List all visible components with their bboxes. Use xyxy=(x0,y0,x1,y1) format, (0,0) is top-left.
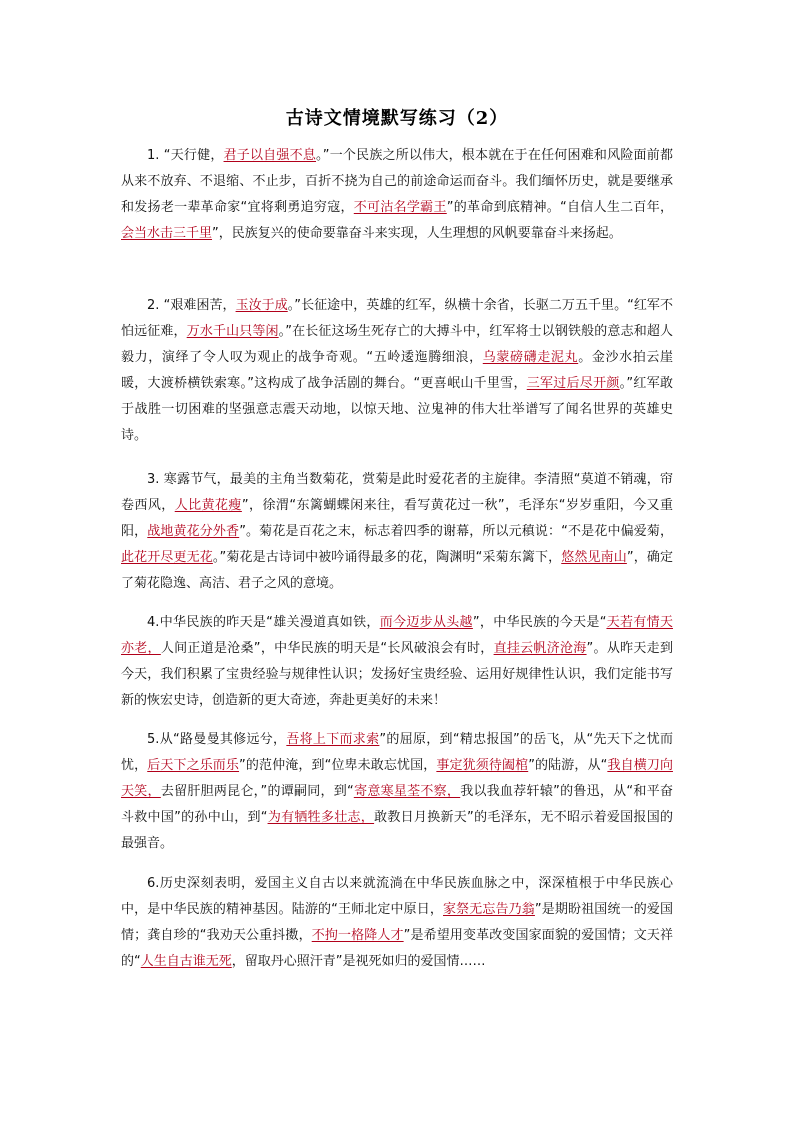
answer-blank: 三军过后尽开颜 xyxy=(526,376,620,391)
answer-blank: 君子以自强不息 xyxy=(223,148,317,163)
paragraph-4 xyxy=(121,610,673,714)
answer-blank: 悠然见南山 xyxy=(561,550,627,565)
text-segment: 我以我血荐轩辕”的鲁迅，从“和平奋斗救中国”的孙中山，到“ xyxy=(121,784,673,825)
answer-blank: 事定犹须待阖棺 xyxy=(436,758,529,773)
answer-blank: 寄意寒星荃不察， xyxy=(353,784,461,799)
answer-blank: 战地黄花分外香 xyxy=(147,524,240,539)
text-segment: ”的范仲淹，到“位卑未敢忘忧国， xyxy=(239,758,437,773)
text-segment: ”，民族复兴的使命要靠奋斗来实现，人生理想的风帆要靠奋斗来扬起。 xyxy=(212,226,622,241)
text-segment: ”。菊花是百花之末，标志着四季的谢幕，所以元稹说：“不是花中偏爱菊， xyxy=(239,524,673,539)
page-title: 古诗文情境默写练习（2） xyxy=(285,108,509,129)
text-segment: 5.从“路曼曼其修远兮， xyxy=(147,732,287,747)
paragraph-5 xyxy=(121,727,673,857)
answer-blank: 吾将上下而求索 xyxy=(286,732,380,747)
text-segment: 。”红军敢于战胜一切困难的坚强意志震天动地，以惊天地、泣鬼神的伟大壮举谱写了闻名世界的英雄史诗。 xyxy=(121,376,673,443)
text-segment: 。金沙水拍云崖暖，大渡桥横铁索寒。”这构成了战争活剧的舞台。“更喜岷山千里雪， xyxy=(121,350,673,391)
text-segment: 。”一个民族之所以伟大，根本就在于在任何困难和风险面前都从来不放弃、不退缩、不止步，百折不挠为自己的前途命运而奋斗。我们缅怀历史，就是要继承和发扬老一辈革命家“宜将剩勇追穷寇， xyxy=(121,148,673,215)
text-segment: ”的屈原，到“精忠报国”的岳飞，从“先天下之忧而忧， xyxy=(121,732,673,773)
paragraph-2 xyxy=(121,293,673,449)
text-segment: 4.中华民族的昨天是“雄关漫道真如铁， xyxy=(147,615,380,630)
answer-blank: 玉汝于成 xyxy=(235,298,288,313)
text-segment: ”，中华民族的今天是“ xyxy=(472,615,607,630)
text-segment: 。”长征途中，英雄的红军，纵横十余省，长驱二万五千里。“红军不怕远征难， xyxy=(121,298,673,339)
text-segment: 3. 寒露节气，最美的主角当数菊花，赏菊是此时爱花者的主旋律。李清照“莫道不销魂，帘卷西风， xyxy=(121,472,673,513)
text-segment: ”，确定了菊花隐逸、高洁、君子之风的意境。 xyxy=(121,550,673,591)
answer-blank: 为有牺牲多壮志， xyxy=(267,810,375,825)
paragraph-3 xyxy=(121,467,673,597)
answer-blank: 我自横刀向天笑， xyxy=(121,758,673,799)
answer-blank: 后天下之乐而乐 xyxy=(147,758,240,773)
text-segment: ，留取丹心照汗青”是视死如归的爱国情…… xyxy=(231,954,486,969)
answer-blank: 而今迈步从头越 xyxy=(379,615,473,630)
text-segment: ”。从昨天走到今天，我们积累了宝贵经验与规律性认识；发扬好宝贵经验、运用好规律性认识，我们定能书写新的恢宏史诗，创造新的更大奇迹，奔赴更美好的未来！ xyxy=(121,641,673,708)
text-segment: 2. “艰难困苦， xyxy=(147,298,236,313)
answer-blank: 人比黄花瘦 xyxy=(174,498,242,513)
text-segment: 。”在长征这场生死存亡的大搏斗中，红军将士以钢铁般的意志和超人毅力，演绎了令人叹为观止的战争奇观。“五岭逶迤腾细浪， xyxy=(121,324,673,365)
answer-blank: 此花开尽更无花 xyxy=(121,550,213,565)
text-segment: ”，徐渭“东篱蝴蝶闲来往，看写黄花过一秋”，毛泽东“岁岁重阳，今又重阳， xyxy=(121,498,673,539)
text-segment: 去留肝胆两昆仑，”的谭嗣同，到“ xyxy=(160,784,354,799)
text-segment: 。”菊花是古诗词中被吟诵得最多的花，陶渊明“采菊东篱下， xyxy=(212,550,562,565)
answer-blank: 会当水击三千里 xyxy=(121,226,213,241)
answer-blank: 不拘一格降人才 xyxy=(311,928,404,943)
answer-blank: 人生自古谁无死 xyxy=(140,954,232,969)
text-segment: 1. “天行健， xyxy=(147,148,224,163)
text-segment: 敢教日月换新天”的毛泽东，无不昭示着爱国报国的最强音。 xyxy=(121,810,673,851)
text-segment: ”的革命到底精神。“自信人生二百年， xyxy=(446,200,673,215)
text-segment: ”是希望用变革改变国家面貌的爱国情；文天祥的“ xyxy=(121,928,673,969)
text-segment: ”是期盼祖国统一的爱国情；龚自珍的“我劝天公重抖擞， xyxy=(121,902,673,943)
paragraph-1 xyxy=(121,143,673,247)
answer-blank: 不可沽名学霸王 xyxy=(353,200,447,215)
paragraph-6 xyxy=(121,871,673,975)
text-segment: 6.历史深刻表明，爱国主义自古以来就流淌在中华民族血脉之中，深深植根于中华民族心中，是中华民族的精神基因。陆游的“王师北定中原日， xyxy=(121,876,673,917)
answer-blank: 天若有情天亦老， xyxy=(121,615,673,656)
answer-blank: 直挂云帆济沧海 xyxy=(493,641,587,656)
text-segment: ”的陆游，从“ xyxy=(528,758,608,773)
answer-blank: 家祭无忘告乃翁 xyxy=(443,902,535,917)
answer-blank: 万水千山只等闲 xyxy=(186,324,279,339)
answer-blank: 乌蒙磅礴走泥丸 xyxy=(482,350,579,365)
text-segment: 人间正道是沧桑”，中华民族的明天是“长风破浪会有时， xyxy=(160,641,494,656)
